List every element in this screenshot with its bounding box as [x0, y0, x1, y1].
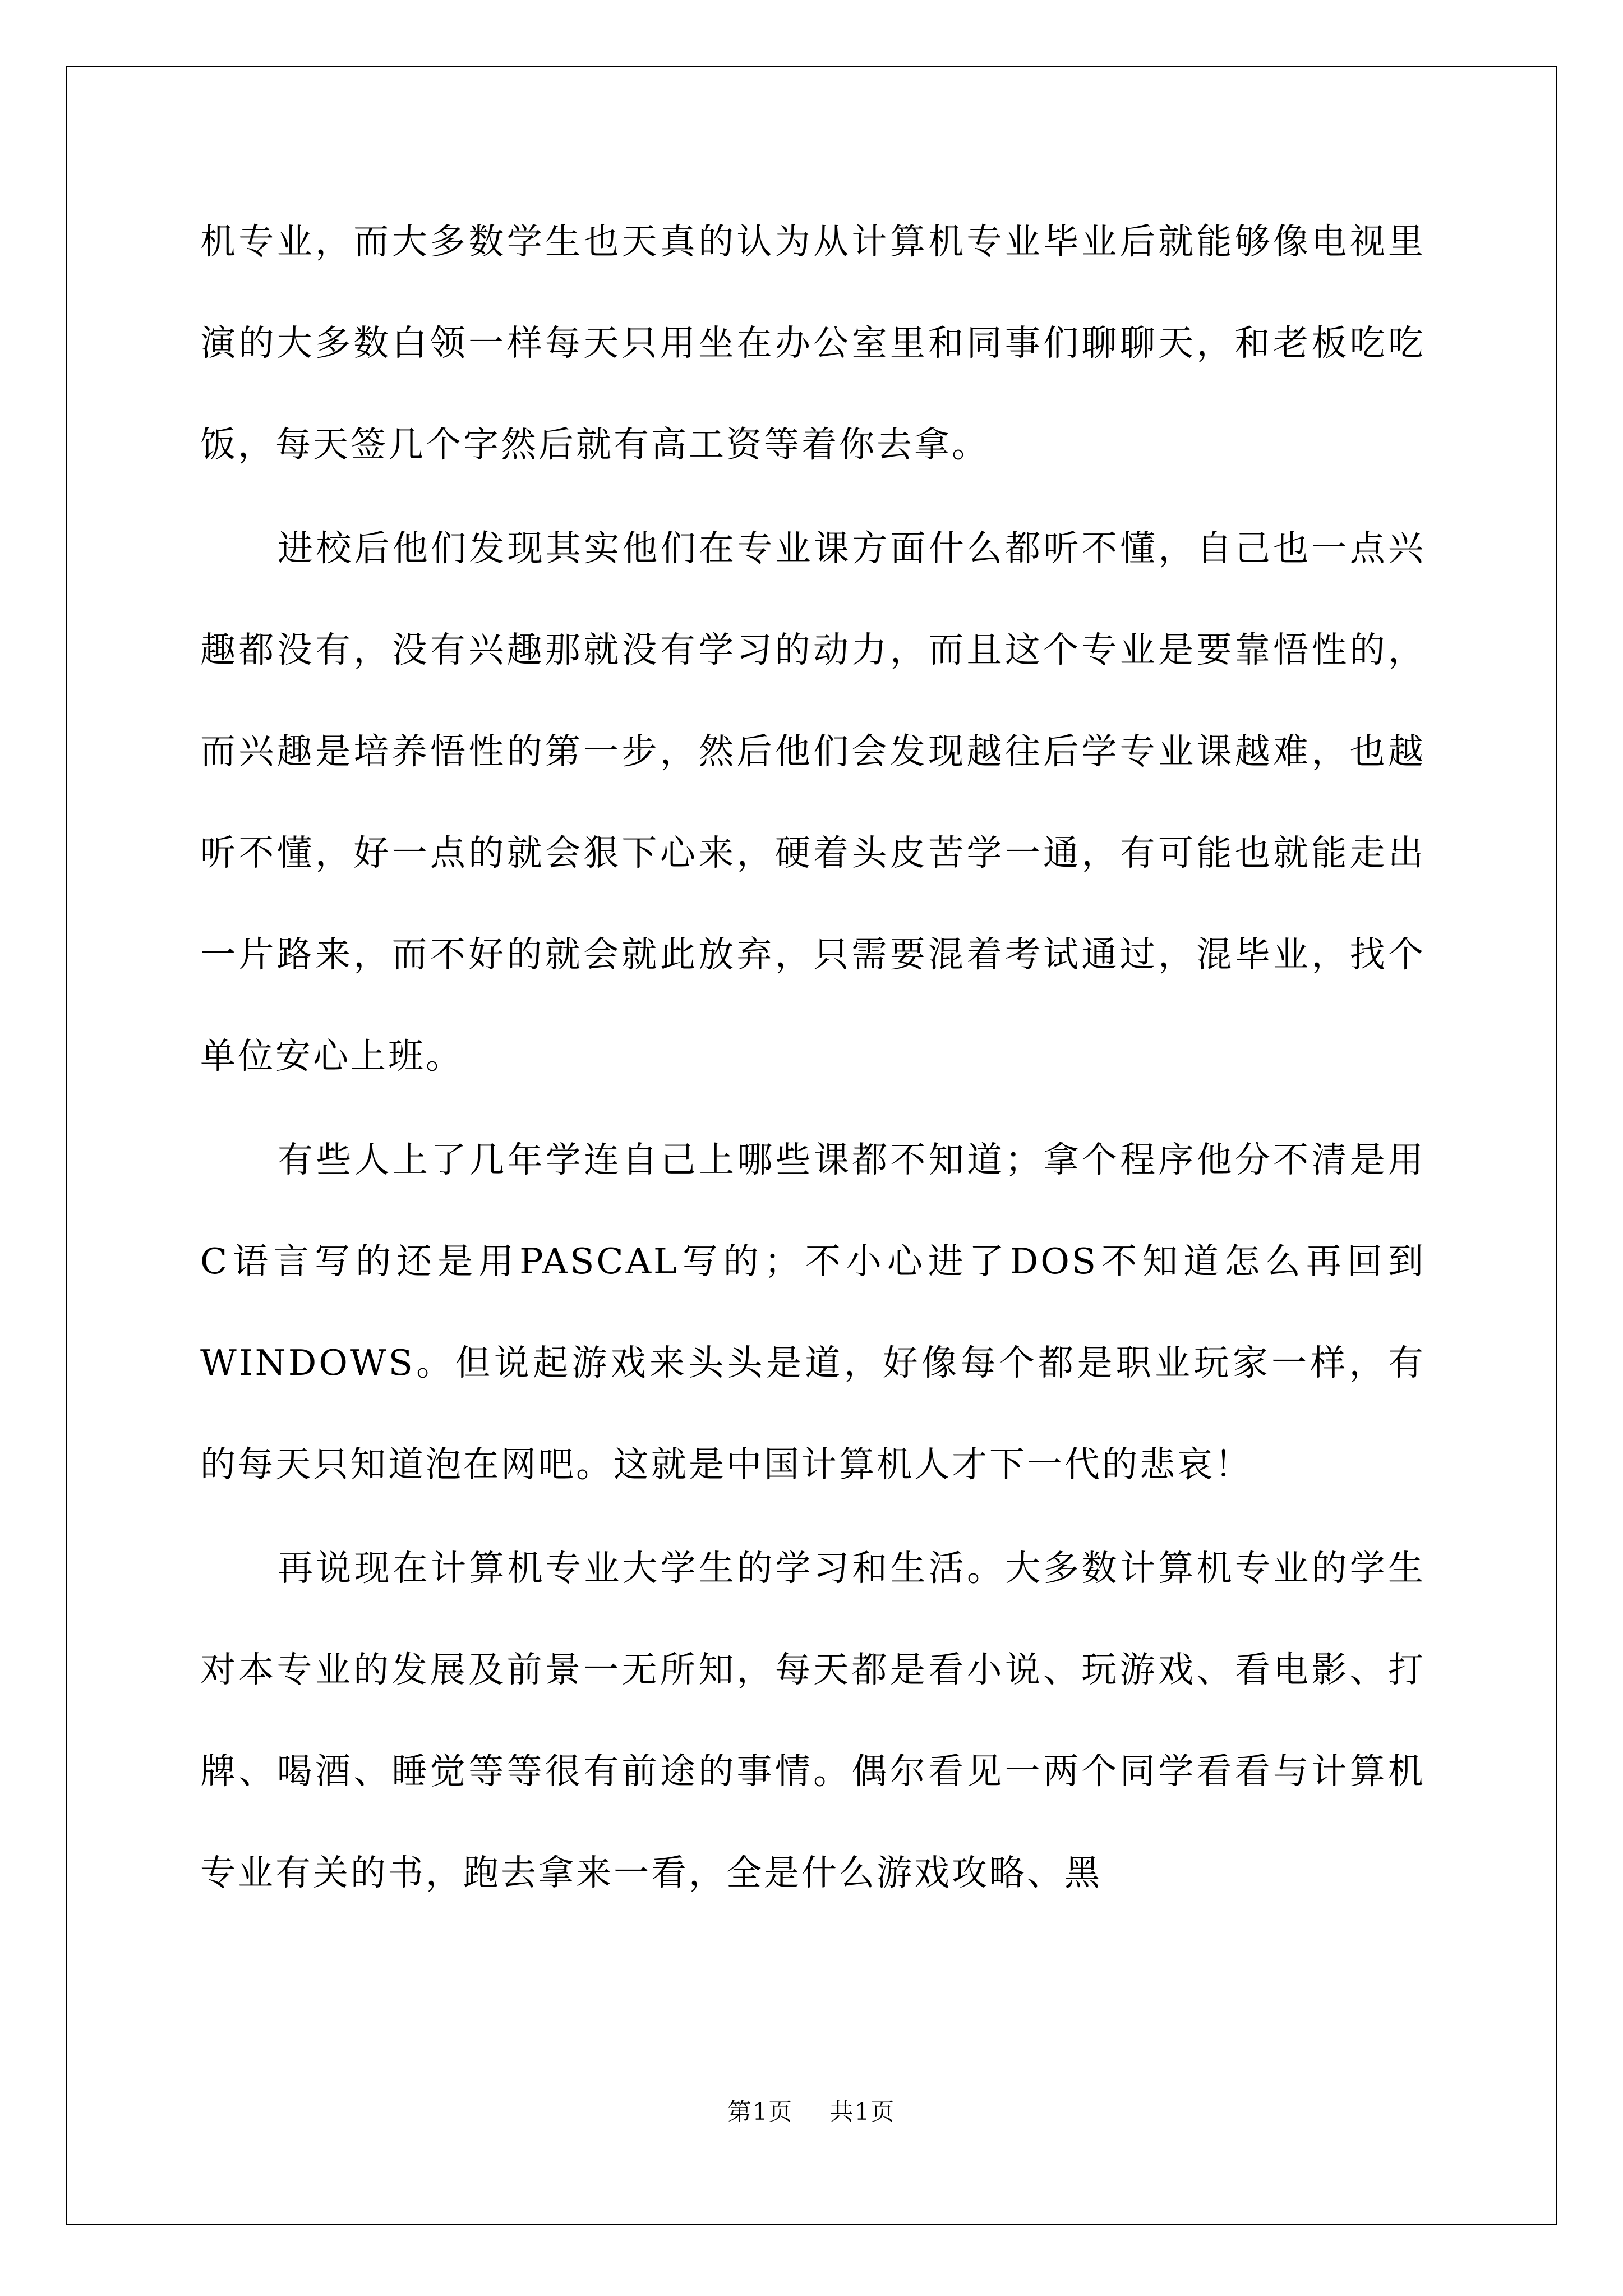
paragraph: 进校后他们发现其实他们在专业课方面什么都听不懂，自己也一点兴趣都没有，没有兴趣那就没有学习的动力，而且这个专业是要靠悟性的，而兴趣是培养悟性的第一步，然后他们会发现越往后学专业课越难，也越听不懂，好一点的就会狠下心来，硬着头皮苦学一通，有可能也就能走出一片路来，而不好的就会就此放弃，只需要混着考试通过，混毕业，找个单位安心上班。 [200, 528, 1426, 1076]
page-footer [0, 2095, 1623, 2129]
document-body [200, 191, 1426, 1926]
page-number: 第1页 [727, 2098, 794, 2125]
page-total: 共1页 [829, 2098, 896, 2125]
paragraph: 有些人上了几年学连自己上哪些课都不知道；拿个程序他分不清是用C语言写的还是用PASCAL写的；不小心进了DOS不知道怎么再回到WINDOWS。但说起游戏来头头是道，好像每个都是职业玩家一样，有的每天只知道泡在网吧。这就是中国计算机人才下一代的悲哀！ [200, 1139, 1426, 1485]
paragraph: 机专业，而大多数学生也天真的认为从计算机专业毕业后就能够像电视里演的大多数白领一样每天只用坐在办公室里和同事们聊聊天，和老板吃吃饭，每天签几个字然后就有高工资等着你去拿。 [200, 221, 1426, 465]
paragraph: 再说现在计算机专业大学生的学习和生活。大多数计算机专业的学生对本专业的发展及前景一无所知，每天都是看小说、玩游戏、看电影、打牌、喝酒、睡觉等等很有前途的事情。偶尔看见一两个同学看看与计算机专业有关的书，跑去拿来一看，全是什么游戏攻略、黑 [200, 1548, 1426, 1893]
